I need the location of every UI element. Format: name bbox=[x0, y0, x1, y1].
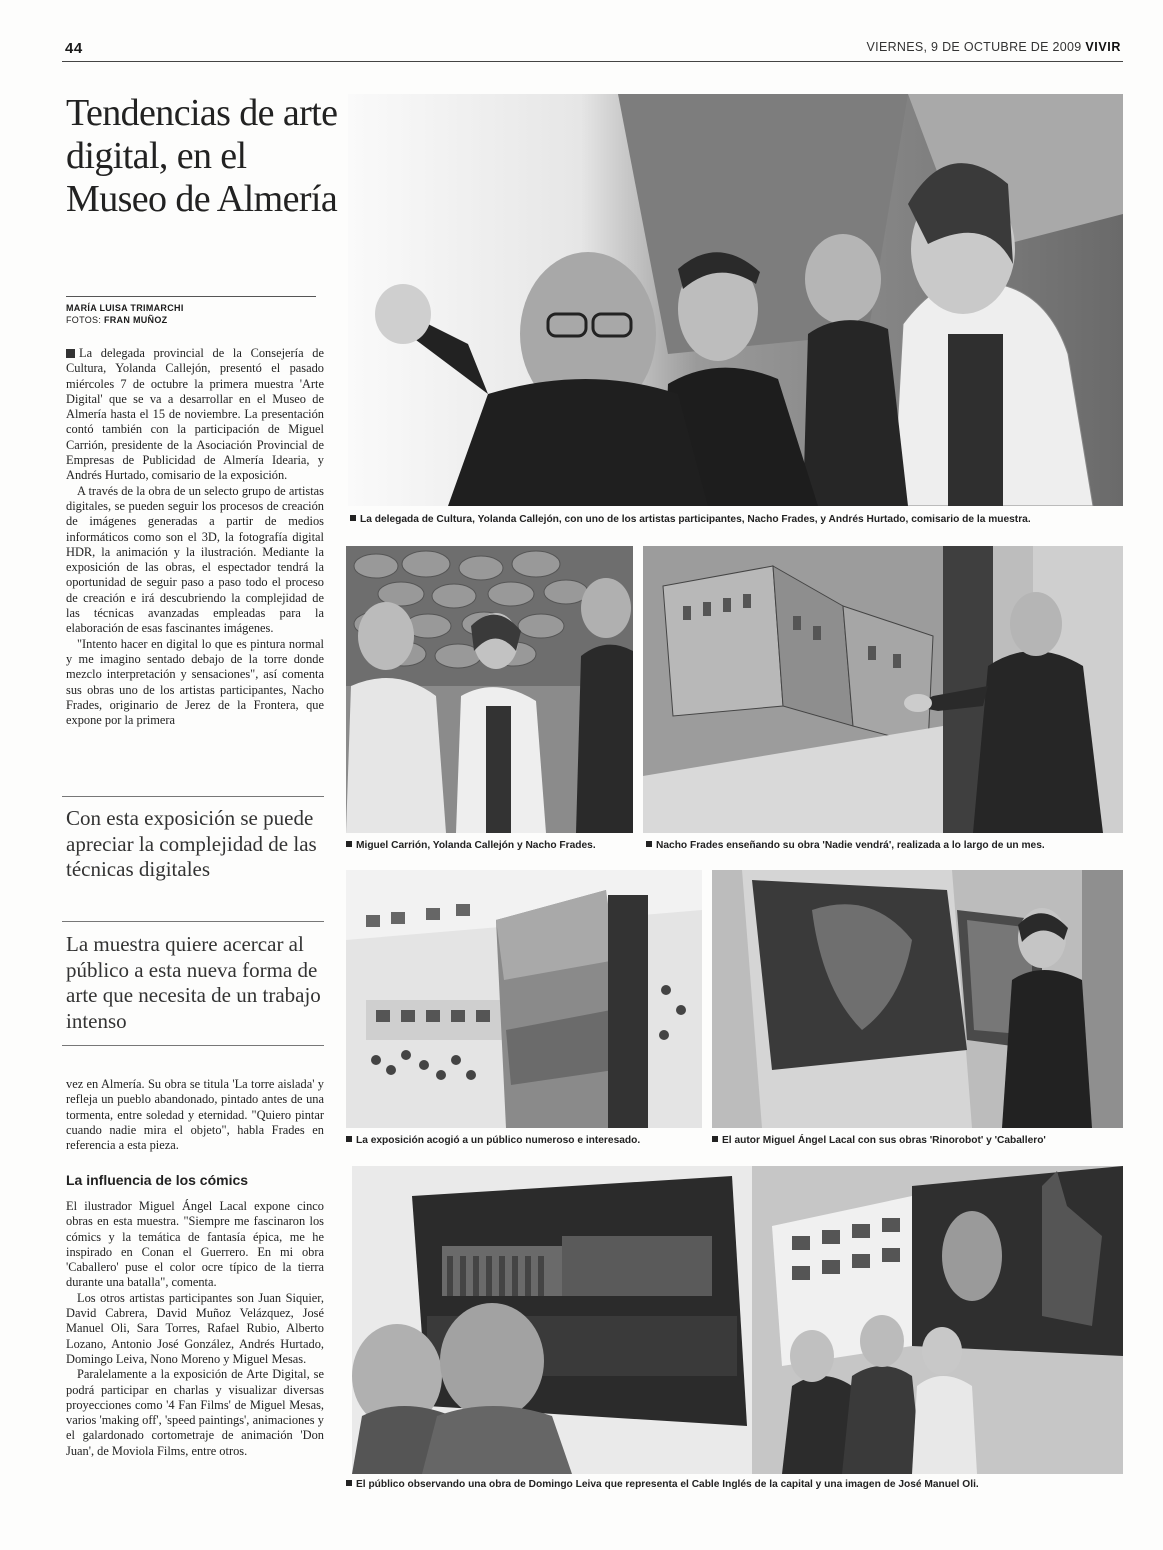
byline-rule bbox=[66, 296, 316, 297]
photo-exhibition-audience bbox=[346, 870, 702, 1128]
lead-square-icon bbox=[66, 349, 75, 358]
caption-square-icon bbox=[346, 1480, 352, 1486]
main-photo bbox=[348, 94, 1123, 506]
photo-frades-artwork-caption: Nacho Frades enseñando su obra 'Nadie vendrá', realizada a lo largo de un mes. bbox=[646, 840, 1045, 851]
author-name: MARÍA LUISA TRIMARCHI bbox=[66, 303, 184, 313]
photo-exhibition-audience-caption: La exposición acogió a un público numeroso e interesado. bbox=[346, 1135, 640, 1146]
section-name: VIVIR bbox=[1085, 40, 1121, 54]
body-paragraph: Los otros artistas participantes son Juan Siquier, David Cabrera, David Muñoz Velázquez, José Manuel Oli, Sara Torres, Rafael Rubio, Alberto Lozano, Antonio José González, Andrés Hurtado, Domingo Leiva, Nono Moreno y Miguel Mesas. bbox=[66, 1290, 324, 1366]
issue-date: VIERNES, 9 DE OCTUBRE DE 2009 bbox=[866, 40, 1082, 54]
caption-square-icon bbox=[646, 841, 652, 847]
article-body-bottom bbox=[66, 1199, 324, 1459]
page-number: 44 bbox=[65, 40, 83, 57]
photo-exhibition-audience-image bbox=[346, 870, 702, 1128]
photo-lacal-artworks bbox=[712, 870, 1123, 1128]
caption-square-icon bbox=[712, 1136, 718, 1142]
caption-square-icon bbox=[346, 1136, 352, 1142]
pullquote-rule bbox=[62, 921, 324, 922]
section-subhead: La influencia de los cómics bbox=[66, 1172, 249, 1188]
photo-officials bbox=[346, 546, 633, 833]
pullquote-1: Con esta exposición se puede apreciar la complejidad de las técnicas digitales bbox=[66, 806, 317, 881]
photo-lacal-artworks-image bbox=[712, 870, 1123, 1128]
photo-officials-image bbox=[346, 546, 633, 833]
article-headline: Tendencias de arte digital, en el Museo de Almería bbox=[66, 92, 338, 220]
pullquote-rule bbox=[62, 1045, 324, 1046]
photographer-name: FRAN MUÑOZ bbox=[103, 315, 168, 325]
pullquote-rule bbox=[62, 796, 324, 797]
article-body-top bbox=[66, 346, 324, 728]
main-photo-caption: La delegada de Cultura, Yolanda Callejón, con uno de los artistas participantes, Nacho Frades, y Andrés Hurtado, comisario de la muestra. bbox=[350, 514, 1031, 525]
photo-public-viewing bbox=[352, 1166, 1123, 1474]
photo-public-viewing-image bbox=[352, 1166, 1123, 1474]
body-paragraph: "Intento hacer en digital lo que es pintura normal y me imagino sentado debajo de la torre donde mezclo interpretación y sensaciones", así comenta sus obras uno de los artistas participantes, Nacho Frades, originario de Jerez de la Frontera, que expone por la primera bbox=[66, 636, 324, 728]
pullquote-2: La muestra quiere acercar al público a esta nueva forma de arte que necesita de un trabajo intenso bbox=[66, 932, 321, 1033]
photo-credit-label: FOTOS: bbox=[66, 315, 102, 325]
photo-credit bbox=[66, 314, 184, 326]
body-paragraph: La delegada provincial de la Consejería de Cultura, Yolanda Callejón, presentó el pasado miércoles 7 de octubre la primera muestra 'Arte Digital' que se va a desarrollar en el Museo de Almería hasta el 15 de noviembre. La presentación contó también con la participación de Miguel Carrión, presidente de la Asociación Provincial de Empresas de Publicidad de Almería Idearia, y Andrés Hurtado, comisario de la exposición. bbox=[66, 346, 324, 483]
body-paragraph: A través de la obra de un selecto grupo de artistas digitales, se pueden seguir los procesos de creación de imágenes generadas a partir de medios informáticos como son el 3D, la fotografía digital HDR, la animación y la ilustración. Mediante la exposición de las obras, el espectador tendrá la oportunidad de seguir paso a paso todo el proceso de creación e irá descubriendo la complejidad de las técnicas avanzadas empleadas para la elaboración de esas fascinantes imágenes. bbox=[66, 483, 324, 636]
photo-frades-artwork bbox=[643, 546, 1123, 833]
byline bbox=[66, 302, 184, 326]
header-rule bbox=[62, 61, 1123, 62]
body-paragraph: vez en Almería. Su obra se titula 'La torre aislada' y refleja un pueblo abandonado, pintado antes de una tormenta, entre soledad y eternidad. "Quiero pintar cuando nadie mira el objeto", habla Frades en referencia a esta pieza. bbox=[66, 1077, 324, 1153]
body-paragraph: Paralelamente a la exposición de Arte Digital, se podrá participar en charlas y visualizar diversas proyecciones como '4 Fan Films' de Miguel Mesas, varios 'making off', 'speed paintings', animaciones y el galardonado cortometraje de animación 'Don Juan', de Moviola Films, entre otros. bbox=[66, 1367, 324, 1458]
article-body-continued bbox=[66, 1077, 324, 1153]
photo-lacal-artworks-caption: El autor Miguel Ángel Lacal con sus obras 'Rinorobot' y 'Caballero' bbox=[712, 1135, 1046, 1146]
photo-public-viewing-caption: El público observando una obra de Domingo Leiva que representa el Cable Inglés de la capital y una imagen de José Manuel Oli. bbox=[346, 1479, 979, 1490]
photo-officials-caption: Miguel Carrión, Yolanda Callejón y Nacho Frades. bbox=[346, 840, 596, 851]
caption-square-icon bbox=[350, 515, 356, 521]
photo-frades-artwork-image bbox=[643, 546, 1123, 833]
body-paragraph: El ilustrador Miguel Ángel Lacal expone cinco obras en esta muestra. "Siempre me fascinaron los cómics y la temática de fantasía épica, me he inspirado en Conan el Guerrero. En mi obra 'Caballero' puse el color ocre típico de la tierra durante una batalla", comenta. bbox=[66, 1199, 324, 1290]
caption-square-icon bbox=[346, 841, 352, 847]
main-photo-image bbox=[348, 94, 1123, 506]
dateline bbox=[867, 40, 1121, 54]
